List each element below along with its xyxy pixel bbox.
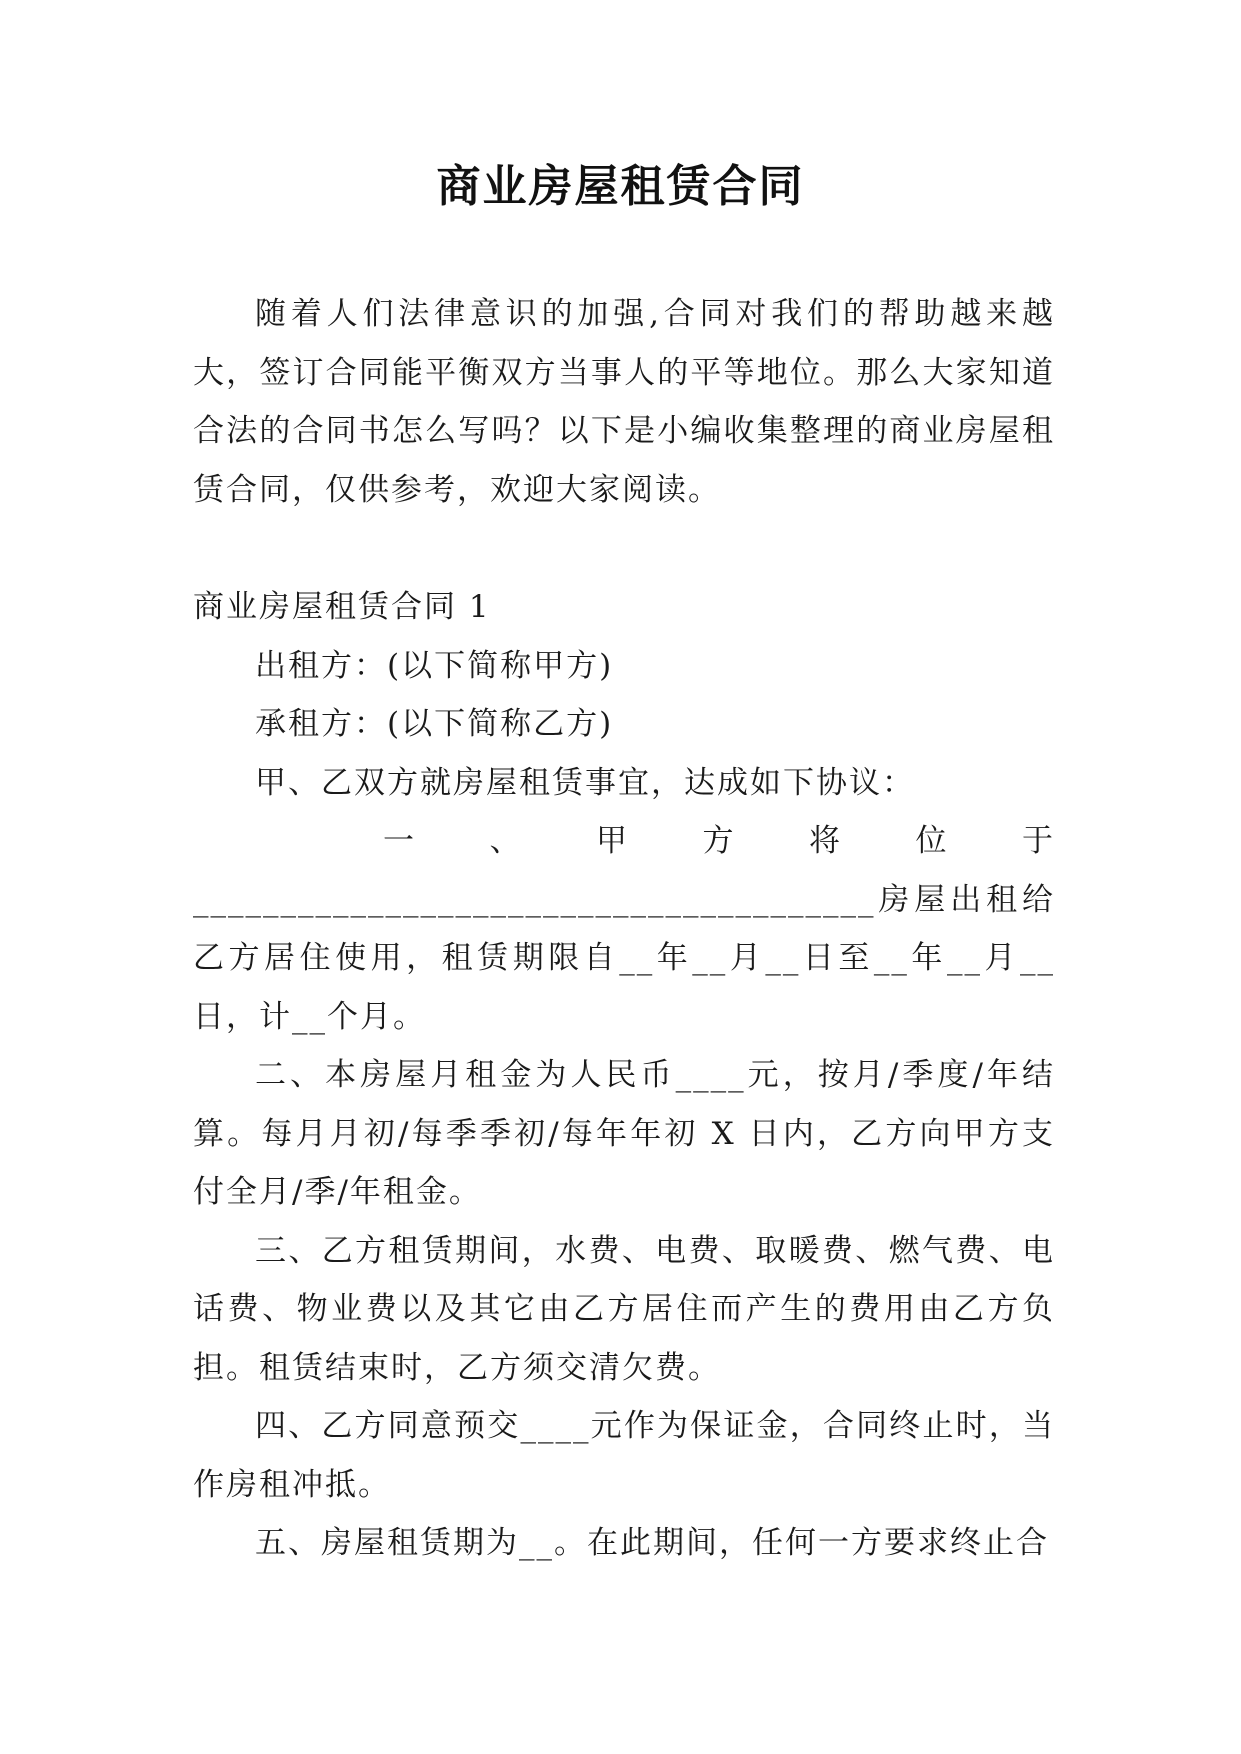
clause-2: 二、本房屋月租金为人民币____元，按月/季度/年结算。每月月初/每季季初/每年年初 X 日内，乙方向甲方支付全月/季/年租金。 <box>193 1057 1055 1210</box>
contract-heading: 商业房屋租赁合同 1 <box>193 589 491 625</box>
agreement-line: 甲、乙双方就房屋租赁事宜，达成如下协议： <box>255 764 915 801</box>
clause-1-first-line <box>193 812 1055 871</box>
clause-1-body: _______________________________________房屋出租给乙方居住使用，租赁期限自__年__月__日至__年__月__日，计__个月。 <box>193 881 1055 1035</box>
contract-section <box>193 578 1055 1573</box>
lessee-line: 承租方：(以下简称乙方) <box>255 706 614 742</box>
lessor-line: 出租方：(以下简称甲方) <box>255 647 614 684</box>
intro-paragraph: 随着人们法律意识的加强,合同对我们的帮助越来越大，签订合同能平衡双方当事人的平等地位。那么大家知道合法的合同书怎么写吗？以下是小编收集整理的商业房屋租赁合同，仅供参考，欢迎大家阅读。 <box>193 296 1055 508</box>
clause-3: 三、乙方租赁期间，水费、电费、取暖费、燃气费、电话费、物业费以及其它由乙方居住而产生的费用由乙方负担。租赁结束时，乙方须交清欠费。 <box>193 1232 1055 1386</box>
clause-1-first-line-text: 一 、 甲 方 将 位 于 <box>383 823 1055 859</box>
intro-section <box>193 285 1055 519</box>
document-title: 商业房屋租赁合同 <box>436 161 805 212</box>
clause-4: 四、乙方同意预交____元作为保证金，合同终止时，当作房租冲抵。 <box>193 1408 1055 1503</box>
clause-5: 五、房屋租赁期为__。在此期间，任何一方要求终止合 <box>255 1525 1049 1561</box>
